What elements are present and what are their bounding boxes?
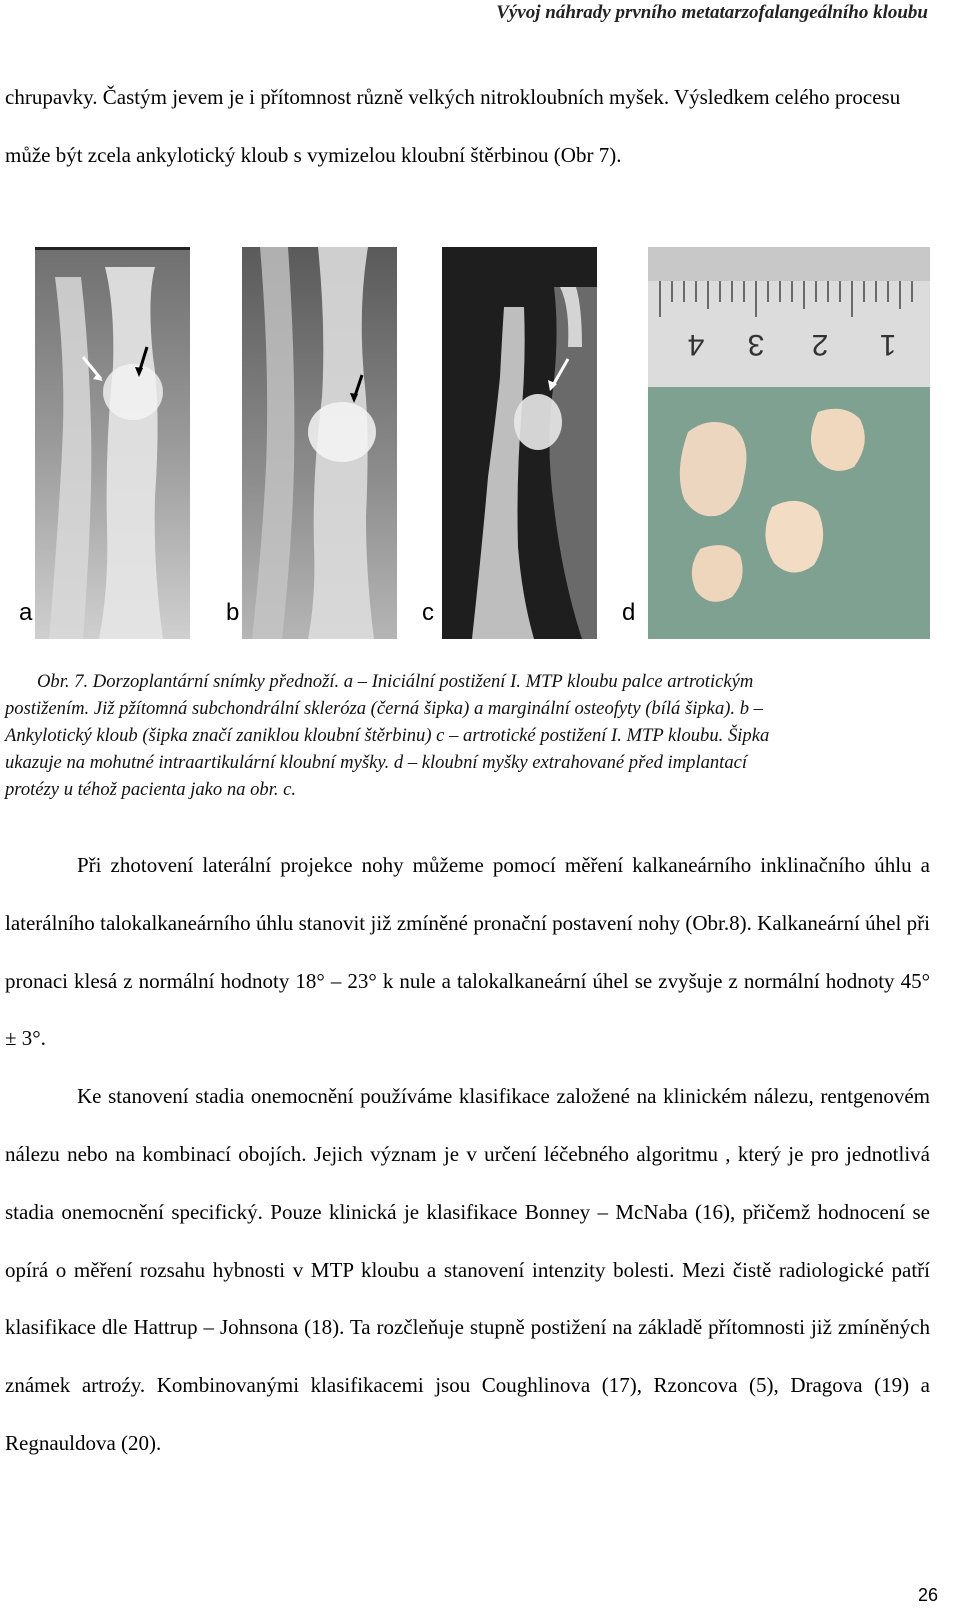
caption-line: postižením. Již pžítomná subchondrální skleróza (černá šipka) a marginální osteofyty (bílá šipka). b – [5,698,763,719]
caption-line: protézy u téhož pacienta jako na obr. c. [5,779,297,800]
body-paragraph: Při zhotovení laterální projekce nohy můžeme pomocí měření kalkaneárního inklinačního úhlu a laterálního talokalkaneárního úhlu stanovit již zmíněné pronační postavení nohy (Obr.8). Kalkaneární úhel při pronaci klesá z normální hodnoty 18° – 23° k nule a talokalkaneární úhel se zvyšuje z normální hodnoty 45° ± 3°. [5,853,930,1051]
body-text [5,837,930,1473]
xray-image-a [35,247,190,639]
loose-bodies-photo-d [648,247,930,639]
panel-label-d: d [622,599,636,626]
panel-label-c: c [422,599,434,626]
figure-panel-b [226,247,397,639]
xray-image-c [442,247,597,639]
panel-label-a: a [19,599,33,626]
caption-line: Ankylotický kloub (šipka značí zaniklou kloubní štěrbinu) c – artrotické postižení I. MTP kloubu. Šipka [5,725,770,746]
caption-line: ukazuje na mohutné intraartikulární kloubní myšky. d – kloubní myšky extrahované před implantací [5,752,748,773]
figure-panel-a [19,247,190,639]
page-number: 26 [917,1585,938,1605]
figure-7 [19,247,960,639]
figure-panel-c [422,247,597,639]
ruler-mark-1: 1 [879,328,897,361]
panel-label-b: b [226,599,240,626]
figure-panel-d [622,247,930,639]
ruler-mark-3: 3 [747,328,765,361]
caption-line: Obr. 7. Dorzoplantární snímky přednoží. a – Iniciální postižení I. MTP kloubu palce artrotickým [37,671,754,692]
running-header: Vývoj náhrady prvního metatarzofalangeálního kloubu [496,2,928,23]
intro-paragraph: chrupavky. Častým jevem je i přítomnost různě velkých nitrokloubních myšek. Výsledkem celého procesu může být zcela ankylotický kloub s vymizelou kloubní štěrbinou (Obr 7). [5,85,901,167]
figure-caption [5,668,935,803]
body-paragraph: Ke stanovení stadia onemocnění používáme klasifikace založené na klinickém nálezu, rentgenovém nálezu nebo na kombinací obojích. Jejich význam je v určení léčebného algoritmu , který je pro jednotlivá stadia onemocnění specifický. Pouze klinická je klasifikace Bonney – McNaba (16), přičemž hodnocení se opírá o měření rozsahu hybnosti v MTP kloubu a stanovení intenzity bolesti. Mezi čistě radiologické patří klasifikace dle Hattrup – Johnsona (18). Ta rozčleňuje stupně postižení na základě přítomnosti již zmíněných známek artroźy. Kombinovanými klasifikacemi jsou Coughlinova (17), Rzoncova (5), Dragova (19) a Regnauldova (20). [5,1084,930,1455]
ruler-mark-2: 2 [811,328,829,361]
xray-image-b [242,247,397,639]
ruler-mark-4: 4 [687,328,705,361]
